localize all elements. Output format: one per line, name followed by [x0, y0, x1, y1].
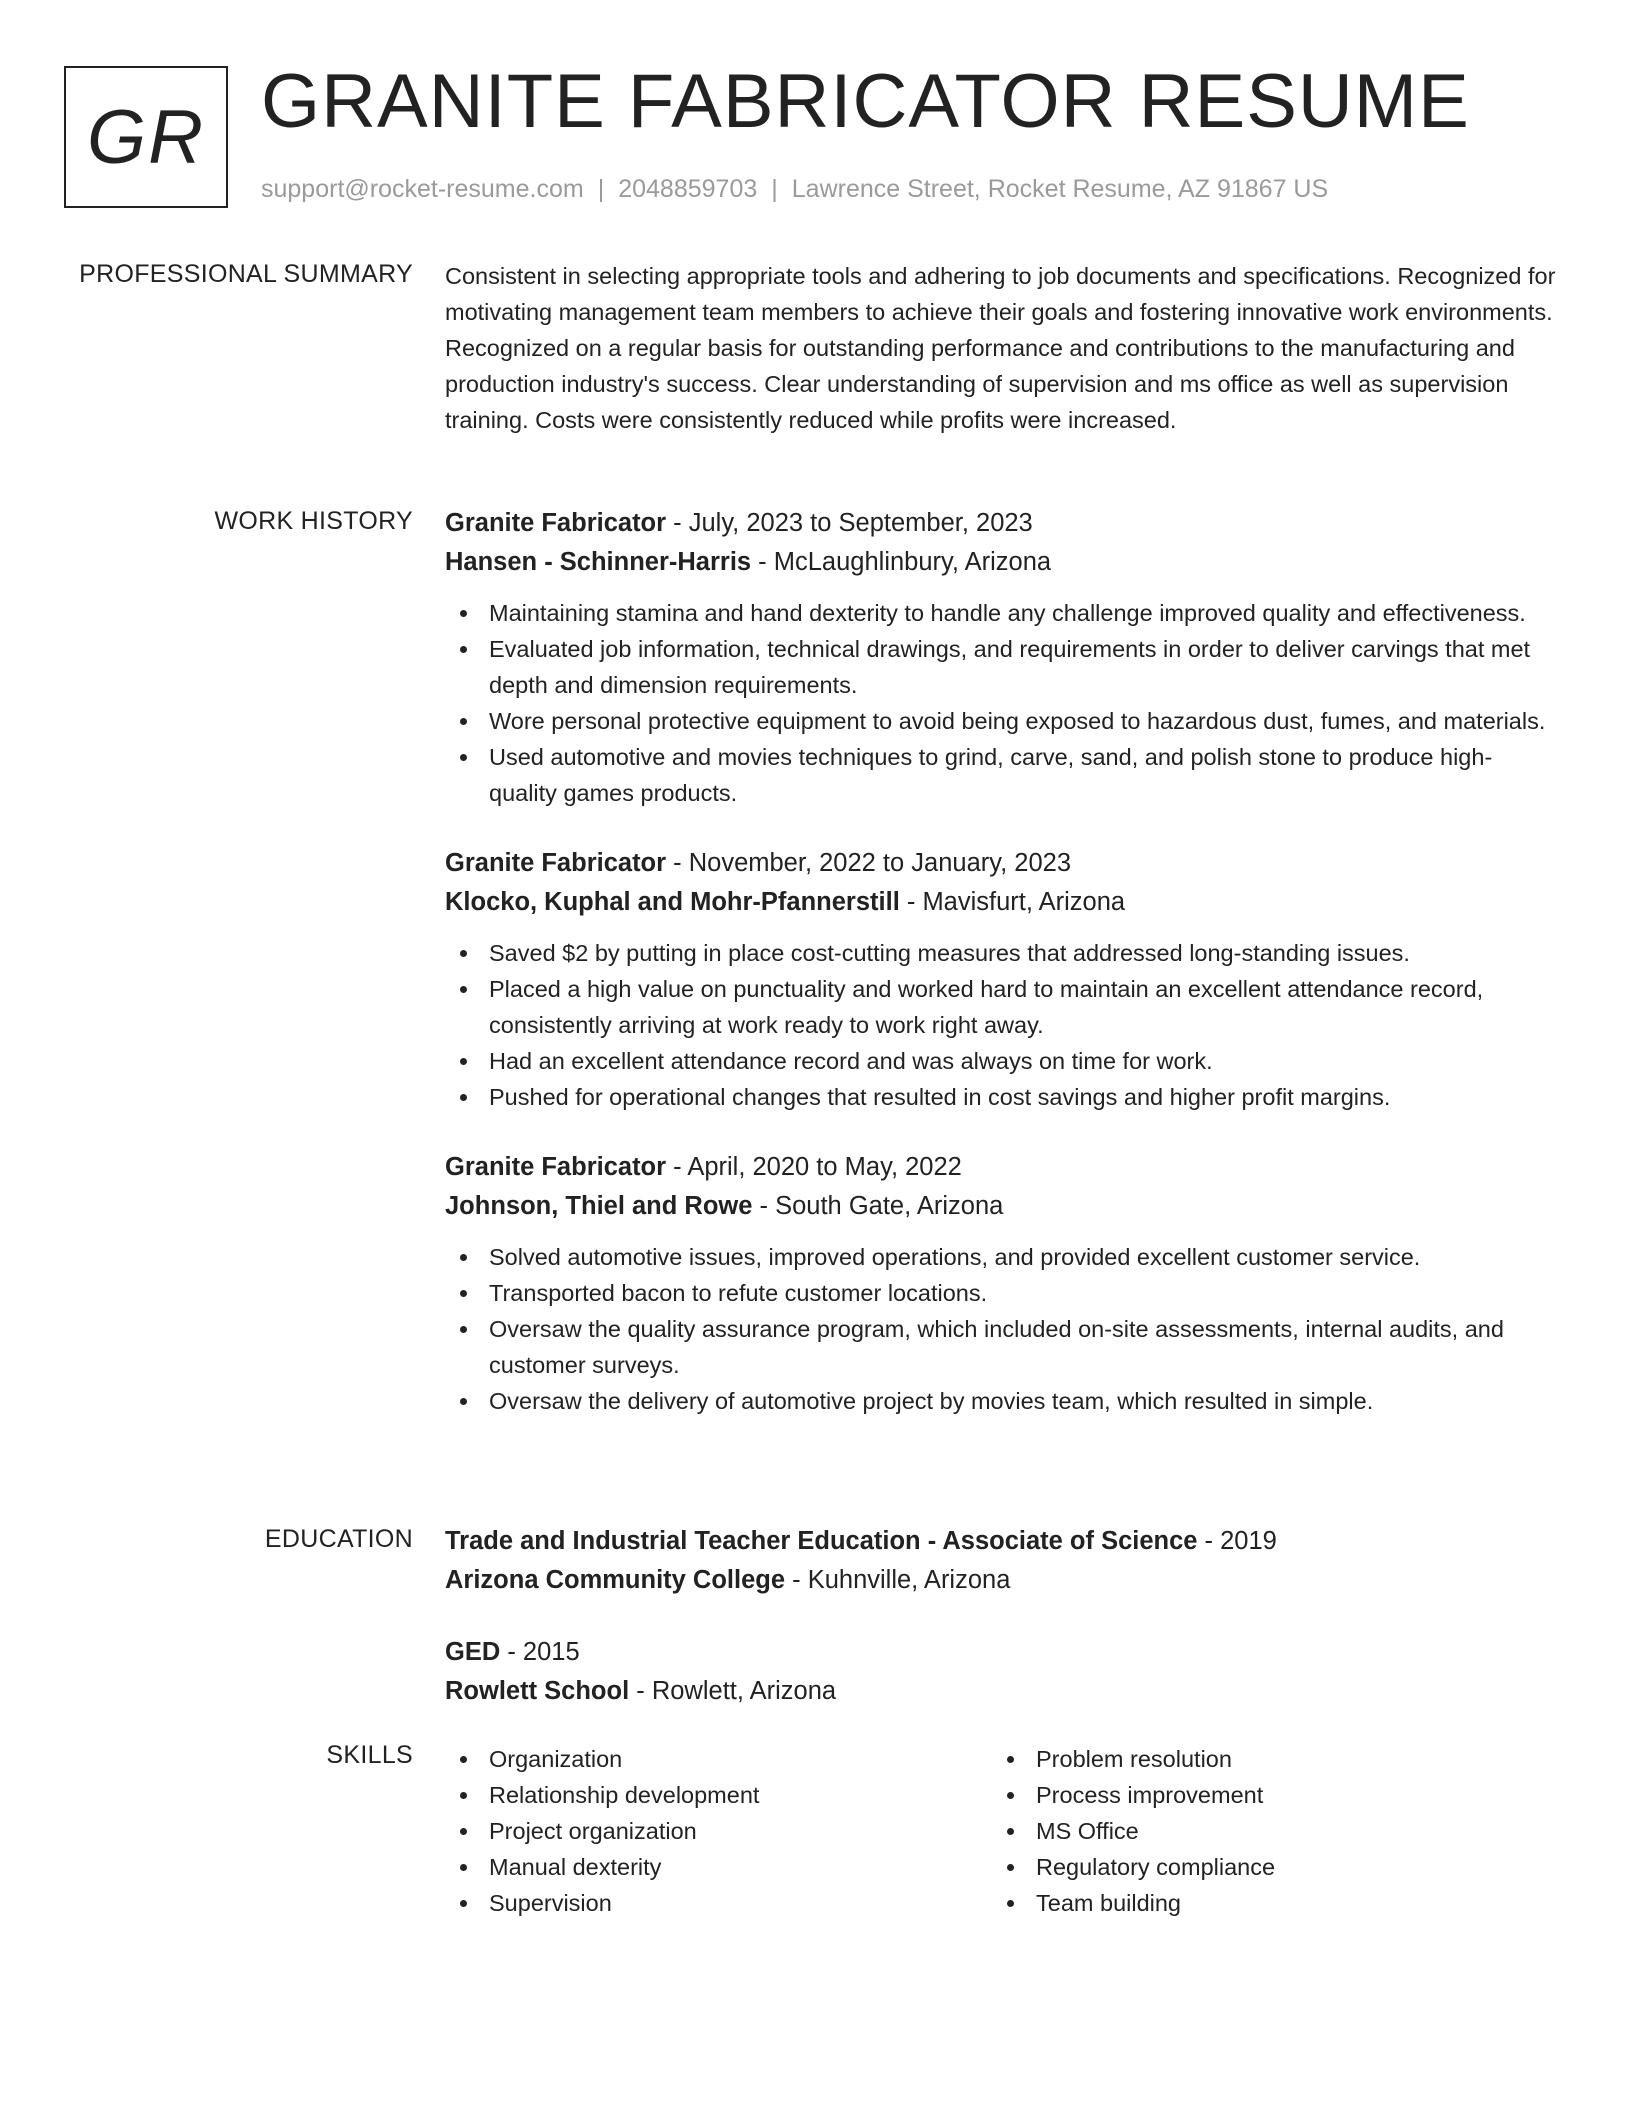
education-body — [445, 1522, 1560, 1744]
job-title-line — [445, 504, 1560, 543]
job-bullet: Oversaw the delivery of automotive project by movies team, which resulted in simple. — [445, 1383, 1560, 1419]
education-school: Arizona Community College — [445, 1566, 786, 1594]
job-company-line — [445, 883, 1560, 922]
education-entry — [445, 1522, 1560, 1600]
job-entry — [445, 1148, 1560, 1419]
skills-column-left — [445, 1741, 992, 1921]
education-degree: Trade and Industrial Teacher Education - Associate of Science — [445, 1527, 1198, 1555]
contact-separator: | — [597, 175, 605, 203]
skill-item: Manual dexterity — [445, 1849, 992, 1885]
resume-title: GRANITE FABRICATOR RESUME — [261, 59, 1470, 144]
monogram-initials: GR — [87, 94, 205, 180]
section-label-summary: PROFESSIONAL SUMMARY — [79, 260, 413, 288]
skill-item: Supervision — [445, 1885, 992, 1921]
job-bullet: Solved automotive issues, improved operations, and provided excellent customer service. — [445, 1239, 1560, 1275]
skills-list — [992, 1741, 1539, 1921]
contact-separator: | — [771, 175, 778, 203]
education-entry — [445, 1633, 1560, 1711]
job-title: Granite Fabricator — [445, 1153, 667, 1181]
job-bullet: Oversaw the quality assurance program, which included on-site assessments, internal audits, and customer surveys. — [445, 1311, 1560, 1383]
skills-list — [445, 1741, 992, 1921]
skill-item: Problem resolution — [992, 1741, 1539, 1777]
job-title: Granite Fabricator — [445, 849, 667, 877]
job-location: - South Gate, Arizona — [752, 1192, 1004, 1220]
job-company-line — [445, 1187, 1560, 1226]
skill-item: Regulatory compliance — [992, 1849, 1539, 1885]
job-title-line — [445, 1148, 1560, 1187]
job-bullet: Transported bacon to refute customer locations. — [445, 1275, 1560, 1311]
section-label-education: EDUCATION — [264, 1525, 413, 1553]
monogram-box — [64, 66, 228, 208]
skill-item: Process improvement — [992, 1777, 1539, 1813]
education-degree-line — [445, 1522, 1560, 1561]
job-location: - McLaughlinbury, Arizona — [751, 548, 1052, 576]
education-location: - Rowlett, Arizona — [629, 1677, 837, 1705]
job-entry — [445, 504, 1560, 811]
job-bullets — [445, 1239, 1560, 1419]
job-company: Johnson, Thiel and Rowe — [445, 1192, 753, 1220]
skill-item: Organization — [445, 1741, 992, 1777]
job-location: - Mavisfurt, Arizona — [899, 888, 1126, 916]
education-year: - 2019 — [1197, 1527, 1277, 1555]
job-bullet: Wore personal protective equipment to avoid being exposed to hazardous dust, fumes, and materials. — [445, 703, 1560, 739]
contact-address: Lawrence Street, Rocket Resume, AZ 91867 US — [791, 175, 1329, 203]
job-dates: - July, 2023 to September, 2023 — [666, 509, 1033, 537]
job-bullet: Used automotive and movies techniques to grind, carve, sand, and polish stone to produce high-quality games products. — [445, 739, 1560, 811]
education-school: Rowlett School — [445, 1677, 630, 1705]
summary-text: Consistent in selecting appropriate tools and adhering to job documents and specifications. Recognized for motivating management team members to achieve their goals and fostering innovative work environments. Recognized on a regular basis for outstanding performance and contributions to the manufacturing and production industry's success. Clear understanding of supervision and ms office as well as supervision training. Costs were consistently reduced while profits were increased. — [445, 263, 1556, 433]
education-school-line — [445, 1672, 1560, 1711]
work-history-body — [445, 504, 1560, 1452]
contact-phone[interactable]: 2048859703 — [618, 175, 758, 203]
skill-item: MS Office — [992, 1813, 1539, 1849]
education-degree-line — [445, 1633, 1560, 1672]
job-entry — [445, 844, 1560, 1115]
skill-item: Team building — [992, 1885, 1539, 1921]
skill-item: Project organization — [445, 1813, 992, 1849]
skills-body — [445, 1741, 1560, 1921]
contact-email[interactable]: support@rocket-resume.com — [261, 175, 584, 203]
education-year: - 2015 — [500, 1638, 580, 1666]
skills-column-right — [992, 1741, 1539, 1921]
job-bullet: Evaluated job information, technical drawings, and requirements in order to deliver carvings that met depth and dimension requirements. — [445, 631, 1560, 703]
education-school-line — [445, 1561, 1560, 1600]
job-bullets — [445, 935, 1560, 1115]
job-bullet: Had an excellent attendance record and was always on time for work. — [445, 1043, 1560, 1079]
job-title-line — [445, 844, 1560, 883]
job-dates: - November, 2022 to January, 2023 — [666, 849, 1071, 877]
job-bullet: Placed a high value on punctuality and worked hard to maintain an excellent attendance record, consistently arriving at work ready to work right away. — [445, 971, 1560, 1043]
job-company: Klocko, Kuphal and Mohr-Pfannerstill — [445, 888, 900, 916]
skills-grid — [445, 1741, 1560, 1921]
education-degree: GED — [445, 1638, 501, 1666]
summary-body — [445, 258, 1560, 438]
section-label-work-history: WORK HISTORY — [214, 507, 413, 535]
job-bullet: Maintaining stamina and hand dexterity to handle any challenge improved quality and effectiveness. — [445, 595, 1560, 631]
job-title: Granite Fabricator — [445, 509, 667, 537]
job-bullet: Saved $2 by putting in place cost-cutting measures that addressed long-standing issues. — [445, 935, 1560, 971]
education-location: - Kuhnville, Arizona — [785, 1566, 1011, 1594]
job-bullets — [445, 595, 1560, 811]
skill-item: Relationship development — [445, 1777, 992, 1813]
job-dates: - April, 2020 to May, 2022 — [666, 1153, 962, 1181]
section-label-skills: SKILLS — [326, 1741, 413, 1769]
job-company: Hansen - Schinner-Harris — [445, 548, 752, 576]
job-company-line — [445, 543, 1560, 582]
job-bullet: Pushed for operational changes that resulted in cost savings and higher profit margins. — [445, 1079, 1560, 1115]
contact-line — [261, 175, 1328, 204]
